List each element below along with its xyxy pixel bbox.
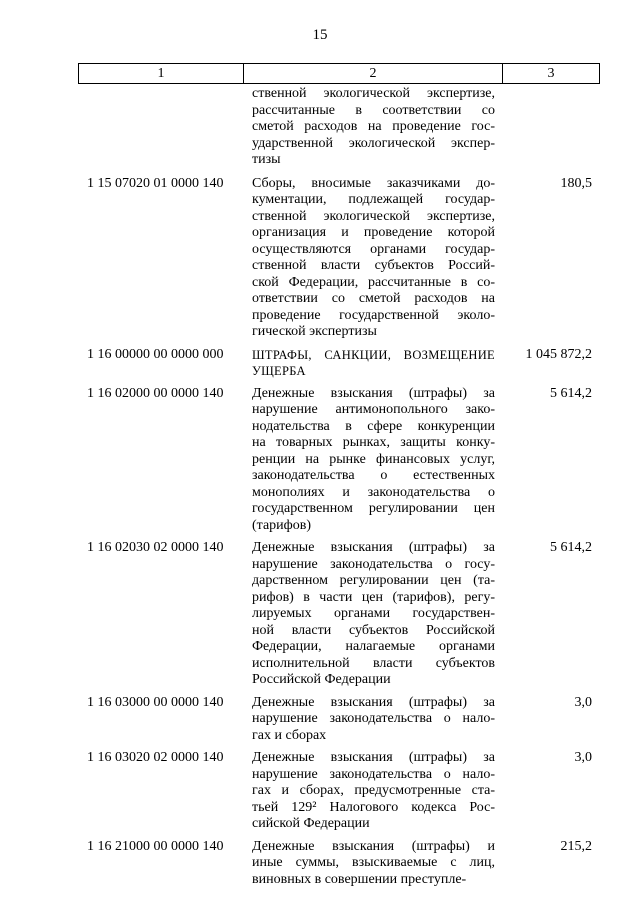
description-line: исполнительной власти субъектов: [252, 655, 495, 671]
amount-value: 215,2: [560, 838, 592, 854]
description-line: ударственной экологической экспер-: [252, 135, 495, 151]
column-header-3: 3: [547, 66, 555, 81]
description-line: ственной экологической экспертизе,: [252, 208, 495, 224]
table-row: [78, 176, 600, 341]
description-line: ной власти субъектов Российской: [252, 622, 495, 638]
description-line: организация и проведение которой: [252, 225, 495, 240]
description-line: Денежные взыскания (штрафы) за: [252, 694, 495, 710]
description-line: нодательства в сфере конкуренции: [252, 418, 495, 434]
description-line: Денежные взыскания (штрафы) за: [252, 750, 495, 765]
column-header-1: 1: [79, 64, 244, 83]
amount-value: 5 614,2: [550, 540, 592, 555]
description-line: виновных в совершении преступле-: [252, 871, 467, 887]
revenue-description: [243, 86, 502, 169]
description-line: лируемых органами государствен-: [252, 606, 495, 621]
amount-value: 1 045 872,2: [525, 346, 592, 362]
revenue-description: [243, 695, 502, 745]
budget-code: 1 16 03020 02 0000 140: [87, 750, 224, 765]
description-line: кументации, подлежащей государ-: [252, 192, 495, 207]
budget-code: 1 16 03000 00 0000 140: [87, 694, 224, 710]
description-line: тьей 129² Налогового кодекса Рос-: [252, 799, 495, 815]
description-line: ственной экологической экспертизе,: [252, 86, 495, 101]
budget-code: 1 16 02000 00 0000 140: [87, 385, 224, 401]
description-line: гах и сборах, предусмотренные ста-: [252, 783, 495, 798]
description-line: нарушение законодательства о нало-: [252, 766, 495, 782]
page-number: 15: [312, 27, 328, 43]
table-row: [78, 750, 600, 833]
description-line: государственном регулировании цен: [252, 501, 495, 516]
description-line: нарушение законодательства о госу-: [252, 556, 495, 572]
description-line: нарушение антимонопольного зако-: [252, 402, 495, 417]
description-line: ской Федерации, рассчитанные в со-: [252, 274, 495, 290]
description-line: тизы: [252, 152, 281, 167]
description-line: Российской Федерации: [252, 672, 391, 687]
revenue-description: [243, 540, 502, 689]
description-line: рассчитанные в соответствии со: [252, 102, 495, 118]
description-line: проведение государственной эколо-: [252, 307, 495, 323]
description-line: Сборы, вносимые заказчиками до-: [252, 175, 495, 191]
amount-value: [502, 86, 600, 169]
revenue-description: [243, 386, 502, 535]
description-line: монополиях и законодательства о: [252, 484, 495, 500]
description-line: Денежные взыскания (штрафы) за: [252, 540, 495, 555]
description-line: иные суммы, взыскиваемые с лиц,: [252, 855, 495, 870]
description-line: ственной власти субъектов Россий-: [252, 258, 495, 273]
table-header: [78, 63, 600, 84]
description-line: УЩЕРБА: [252, 364, 306, 378]
budget-code: 1 16 02030 02 0000 140: [87, 540, 224, 555]
table-row: [78, 86, 600, 169]
description-line: Денежные взыскания (штрафы) и: [252, 838, 495, 854]
revenue-description: [243, 347, 502, 380]
revenue-description: [243, 839, 502, 889]
description-line: ответствии со сметой расходов на: [252, 291, 495, 306]
table-row: [78, 839, 600, 889]
table-body: [78, 86, 600, 894]
description-line: осуществляются органами государ-: [252, 241, 495, 257]
amount-value: 5 614,2: [550, 385, 592, 401]
description-line: рифов) в части цен (тарифов), регу-: [252, 589, 495, 605]
table-row: [78, 386, 600, 535]
amount-value: 180,5: [560, 175, 592, 191]
description-line: (тарифов): [252, 517, 312, 533]
description-line: Денежные взыскания (штрафы) за: [252, 385, 495, 401]
budget-code: 1 16 00000 00 0000 000: [87, 346, 224, 362]
budget-code: 1 16 21000 00 0000 140: [87, 838, 224, 854]
revenue-description: [243, 750, 502, 833]
description-line: гах и сборах: [252, 727, 327, 743]
table-row: [78, 540, 600, 689]
amount-value: 3,0: [574, 694, 592, 710]
description-line: сметой расходов на проведение гос-: [252, 119, 495, 134]
budget-code: 1 15 07020 01 0000 140: [87, 175, 224, 191]
description-line: ШТРАФЫ, САНКЦИИ, ВОЗМЕЩЕНИЕ: [252, 347, 495, 362]
description-line: на товарных рынках, защиты конку-: [252, 435, 495, 450]
description-line: дарственном регулировании цен (та-: [252, 573, 495, 588]
description-line: законодательства о естественных: [252, 468, 495, 483]
budget-code: [78, 86, 243, 169]
description-line: гической экспертизы: [252, 324, 377, 339]
description-line: ренции на рынке финансовых услуг,: [252, 451, 495, 467]
amount-value: 3,0: [574, 750, 592, 765]
revenue-description: [243, 176, 502, 341]
column-header-2: 2: [244, 64, 503, 83]
table-row: [78, 695, 600, 745]
description-line: нарушение законодательства о нало-: [252, 711, 495, 726]
description-line: сийской Федерации: [252, 816, 370, 831]
description-line: Федерации, налагаемые органами: [252, 639, 495, 654]
table-row: [78, 347, 600, 380]
